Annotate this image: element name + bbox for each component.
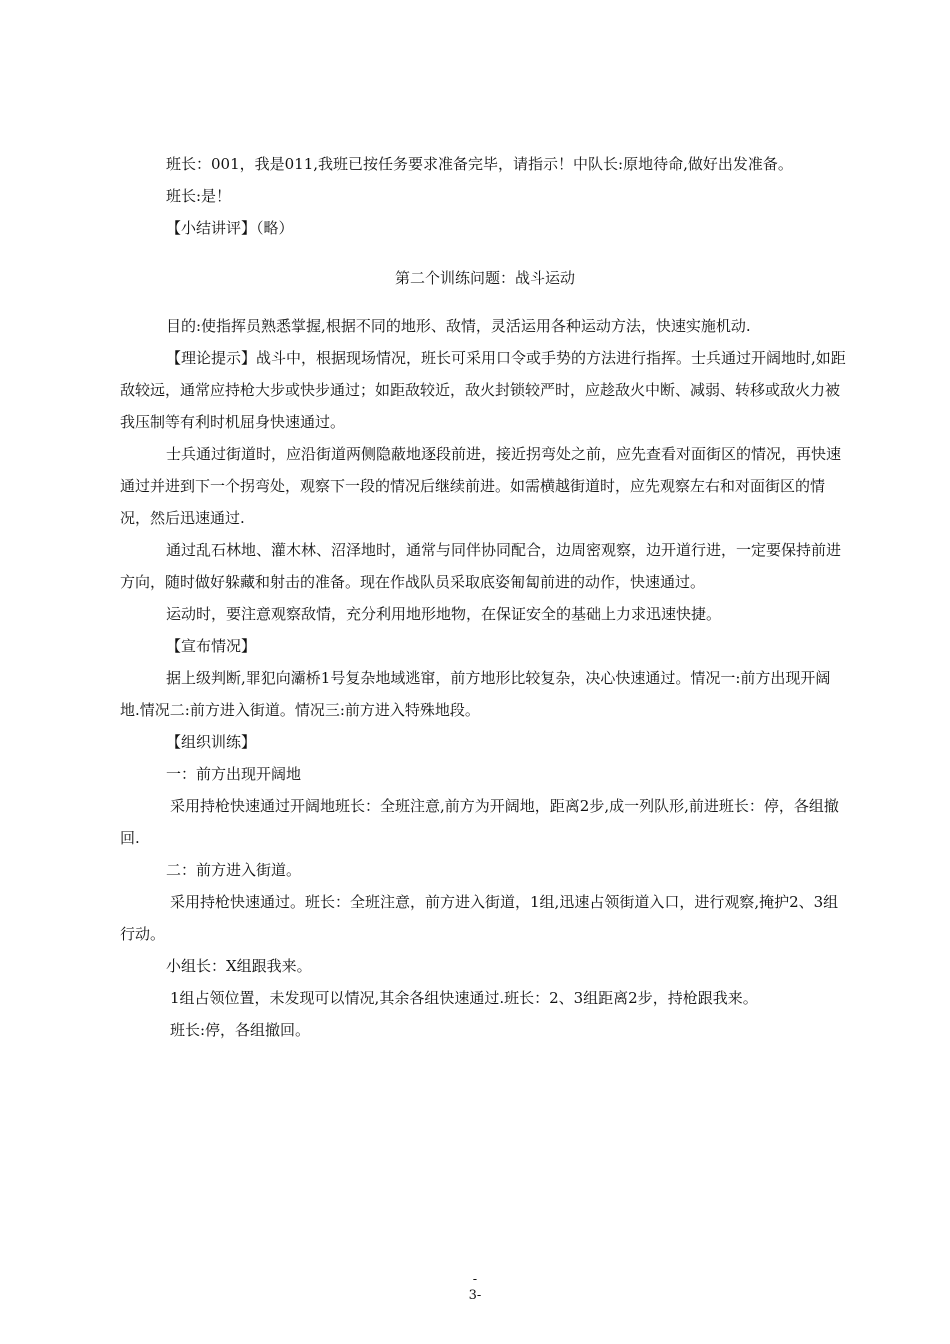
paragraph: 通过乱石林地、灌木林、沼泽地时，通常与同伴协同配合，边周密观察，边开道行进，一定要保持前进方向，随时做好躲藏和射击的准备。现在作战队员采取底姿匍匐前进的动作，快速通过。 (120, 541, 842, 591)
section-heading: 第二个训练问题：战斗运动 (394, 269, 575, 287)
paragraph: 目的:使指挥员熟悉掌握,根据不同的地形、敌情，灵活运用各种运动方法，快速实施机动. (166, 317, 751, 335)
paragraph: 1组占领位置，未发现可以情况,其余各组快速通过.班长：2、3组距离2步，持枪跟我来。 (170, 989, 758, 1007)
section-label: 【小结讲评】（略） (166, 219, 294, 237)
paragraph: 小组长：X组跟我来。 (166, 957, 312, 975)
paragraph: 采用持枪快速通过开阔地班长：全班注意,前方为开阔地，距离2步,成一列队形,前进班长：停，各组撤回. (120, 797, 839, 847)
paragraph: 据上级判断,罪犯向灞桥1号复杂地域逃窜，前方地形比较复杂，决心快速通过。情况一:前方出现开阔地.情况二:前方进入街道。情况三:前方进入特殊地段。 (120, 669, 831, 719)
paragraph: 采用持枪快速通过。班长：全班注意，前方进入街道，1组,迅速占领街道入口，进行观察,掩护2、3组行动。 (120, 893, 839, 943)
page-number: 3- (468, 1288, 482, 1303)
paragraph: 运动时，要注意观察敌情，充分利用地形地物，在保证安全的基础上力求迅速快捷。 (166, 605, 722, 623)
section-label: 【宣布情况】 (166, 637, 257, 655)
page-footer (0, 1272, 950, 1304)
paragraph: 【理论提示】战斗中，根据现场情况，班长可采用口令或手势的方法进行指挥。士兵通过开阔地时,如距敌较远，通常应持枪大步或快步通过；如距敌较近，敌火封锁较严时，应趁敌火中断、减弱、转移或敌火力被我压制等有利时机屈身快速通过。 (120, 349, 846, 431)
paragraph: 班长:是！ (166, 187, 232, 205)
section-label: 【组织训练】 (166, 733, 257, 751)
subsection-label: 一：前方出现开阔地 (166, 765, 302, 783)
footer-dash: - (472, 1272, 478, 1287)
paragraph: 班长:停，各组撤回。 (170, 1021, 311, 1039)
document-body (120, 148, 850, 1046)
subsection-label: 二：前方进入街道。 (166, 861, 302, 879)
paragraph: 班长：001，我是011,我班已按任务要求准备完毕，请指示！中队长:原地待命,做好出发准备。 (166, 155, 793, 173)
paragraph: 士兵通过街道时，应沿街道两侧隐蔽地逐段前进，接近拐弯处之前，应先查看对面街区的情况，再快速通过并进到下一个拐弯处，观察下一段的情况后继续前进。如需横越街道时，应先观察左右和对面街区的情况，然后迅速通过. (120, 445, 842, 527)
